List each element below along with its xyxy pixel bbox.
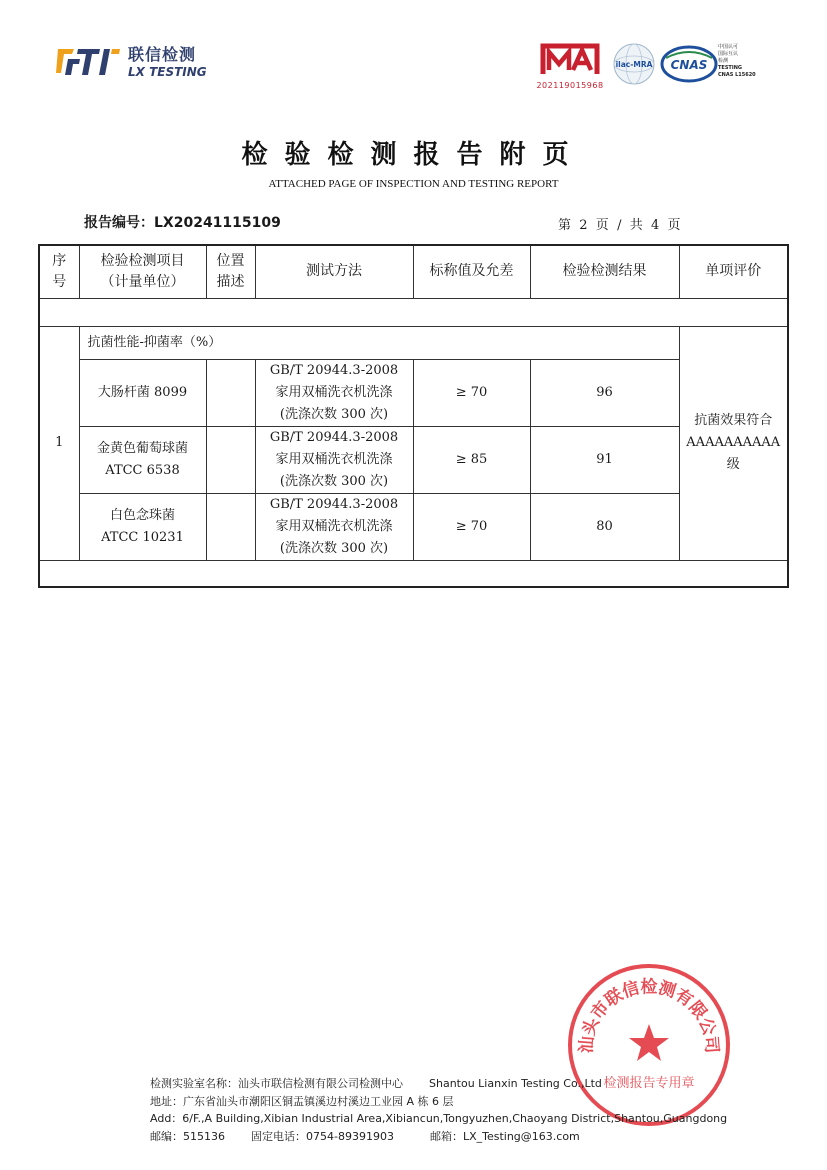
- method-cell: GB/T 20944.3-2008 家用双桶洗衣机洗涤 (洗涤次数 300 次): [255, 426, 413, 493]
- logo-chinese-name: 联信检测: [128, 44, 197, 64]
- result-cell: 96: [530, 359, 679, 426]
- nominal-cell: ≥ 70: [413, 493, 530, 560]
- cnas-line: 国际互认: [718, 51, 739, 57]
- lti-logo-icon: [54, 45, 122, 79]
- result-cell: 91: [530, 426, 679, 493]
- cma-text: MA: [570, 48, 572, 49]
- nominal-cell: ≥ 85: [413, 426, 530, 493]
- cnas-line: TESTING: [718, 65, 742, 71]
- footer-lab-name: 检测实验室名称：汕头市联信检测有限公司检测中心: [150, 1077, 403, 1090]
- empty-row: [39, 298, 788, 326]
- cnas-line: 检测: [718, 58, 729, 64]
- header-item: 检验检测项目 （计量单位）: [79, 245, 206, 298]
- results-table: [38, 244, 789, 588]
- footer-postcode: 邮编：515136: [150, 1129, 225, 1143]
- position-cell: [206, 493, 255, 560]
- method-cell: GB/T 20944.3-2008 家用双桶洗衣机洗涤 (洗涤次数 300 次): [255, 493, 413, 560]
- cnas-text: CNAS: [670, 58, 708, 72]
- table-row: [39, 359, 788, 426]
- group-name: 抗菌性能-抑菌率（%）: [79, 326, 679, 359]
- result-cell: 80: [530, 493, 679, 560]
- item-cell: 金黄色葡萄球菌 ATCC 6538: [79, 426, 206, 493]
- footer-email: 邮箱：LX_Testing@163.com: [429, 1129, 580, 1143]
- group-seq: 1: [39, 326, 79, 560]
- footer-lab-name-en: Shantou Lianxin Testing Co.,Ltd: [429, 1077, 602, 1090]
- nominal-cell: ≥ 70: [413, 359, 530, 426]
- method-cell: GB/T 20944.3-2008 家用双桶洗衣机洗涤 (洗涤次数 300 次): [255, 359, 413, 426]
- footer-address-cn: 地址：广东省汕头市潮阳区铜盂镇溪边村溪边工业园 A 栋 6 层: [150, 1094, 454, 1108]
- page-number: 第 2 页 / 共 4 页: [558, 218, 681, 233]
- empty-row: [39, 560, 788, 587]
- cnas-accreditation-text: [718, 44, 756, 79]
- header-method: 测试方法: [255, 245, 413, 298]
- cnas-logo-icon: [660, 44, 718, 84]
- position-cell: [206, 359, 255, 426]
- ilac-text: ilac-MRA: [615, 60, 653, 69]
- item-cell: 白色念珠菌 ATCC 10231: [79, 493, 206, 560]
- table-row: [39, 493, 788, 560]
- footer: [150, 1075, 727, 1145]
- footer-address-en: Add：6/F.,A Building,Xibian Industrial Area,Xibiancun,Tongyuzhen,Chaoyang District,Shantou,Guangdong: [150, 1112, 728, 1125]
- header-position: 位置 描述: [206, 245, 255, 298]
- report-number: 报告编号：LX20241115109: [84, 215, 281, 231]
- table-header-row: [39, 245, 788, 298]
- group-row: [39, 326, 788, 359]
- header-result: 检验检测结果: [530, 245, 679, 298]
- cma-number: 202119015968: [536, 81, 604, 90]
- header-evaluation: 单项评价: [679, 245, 788, 298]
- footer-lab-row: [150, 1075, 727, 1093]
- seal-inner-text: 检测报告专用章: [603, 1076, 695, 1091]
- position-cell: [206, 426, 255, 493]
- group-evaluation: 抗菌效果符合 AAAAAAAAAA 级: [679, 326, 788, 560]
- seal-outer-text: 汕头市联信检测有限公司: [576, 977, 722, 1054]
- header-seq: 序 号: [39, 245, 79, 298]
- logo-english-name: LX TESTING: [128, 64, 207, 79]
- cma-logo-icon: [535, 40, 605, 80]
- item-cell: 大肠杆菌 8099: [79, 359, 206, 426]
- cnas-line: CNAS L15620: [718, 72, 756, 78]
- page-subtitle: ATTACHED PAGE OF INSPECTION AND TESTING REPORT: [268, 178, 559, 190]
- cma-mark: [533, 40, 607, 92]
- cnas-line: 中国认可: [718, 44, 739, 50]
- header-nominal: 标称值及允差: [413, 245, 530, 298]
- ilac-mra-logo-icon: [612, 42, 656, 86]
- company-logo: [54, 42, 207, 82]
- footer-contact-row: [150, 1128, 727, 1146]
- table-row: [39, 426, 788, 493]
- page-title: 检验检测报告附页: [241, 140, 586, 170]
- footer-phone: 固定电话：0754-89391903: [251, 1129, 394, 1143]
